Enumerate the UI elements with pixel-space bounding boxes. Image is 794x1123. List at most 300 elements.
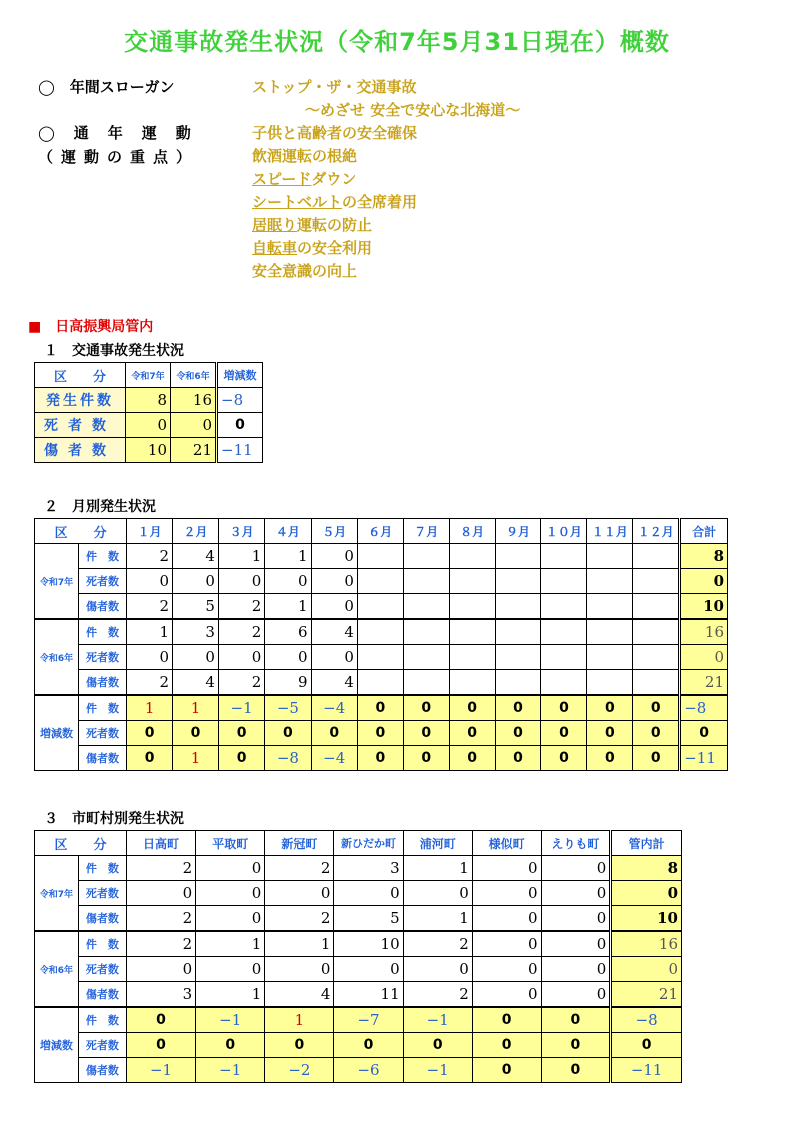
table-cell: 4	[173, 544, 219, 569]
table-cell: 5	[173, 594, 219, 620]
col-header: 管内計	[611, 831, 682, 856]
col-header: ９月	[495, 519, 541, 544]
table-cell	[633, 569, 680, 594]
table-row	[35, 438, 263, 463]
table-cell: 1	[265, 1007, 334, 1033]
campaign-point	[252, 168, 356, 189]
table-cell: 0	[311, 645, 357, 670]
campaign-point	[252, 214, 372, 235]
table-cell: 0	[541, 957, 611, 982]
col-header-category: 区 分	[35, 831, 127, 856]
table-cell: −7	[334, 1007, 403, 1033]
total-cell: 21	[611, 982, 682, 1008]
table-cell	[541, 569, 587, 594]
table-cell: 0	[541, 746, 587, 771]
table-cell: 0	[449, 746, 495, 771]
col-header: １２月	[633, 519, 680, 544]
row-label: 傷者数	[78, 746, 126, 771]
row-label: 傷者数	[35, 438, 126, 463]
total-cell: 8	[680, 544, 728, 569]
table-cell: 0	[541, 881, 611, 906]
table-cell: 0	[218, 645, 264, 670]
total-cell: −8	[611, 1007, 682, 1033]
table-cell	[357, 619, 403, 645]
campaign-label: ◯ 通 年 運 動	[38, 124, 193, 142]
table-cell: 0	[472, 1033, 541, 1058]
table-cell: 4	[311, 670, 357, 696]
table-row	[35, 388, 263, 413]
table-cell: 1	[173, 746, 219, 771]
table-cell: −1	[403, 1058, 472, 1083]
total-cell: 0	[680, 569, 728, 594]
table-cell	[541, 645, 587, 670]
row-label: 傷者数	[78, 982, 126, 1008]
cell-diff: 0	[217, 413, 263, 438]
table-cell: 0	[403, 746, 449, 771]
section3-title: ３ 市町村別発生状況	[44, 811, 184, 827]
table-cell: 0	[311, 569, 357, 594]
total-cell: −11	[680, 746, 728, 771]
table-cell	[587, 670, 633, 696]
table-cell: 0	[196, 881, 265, 906]
total-cell: 10	[680, 594, 728, 620]
cell-diff: −8	[217, 388, 263, 413]
total-cell: 21	[680, 670, 728, 696]
table-row	[35, 856, 682, 881]
table-cell	[495, 544, 541, 569]
table-cell: −1	[126, 1058, 195, 1083]
col-header: 新冠町	[265, 831, 334, 856]
table-row	[35, 619, 728, 645]
campaign-point-text: 運転の防止	[297, 216, 373, 234]
campaign-point-text: 飲酒運転の根絶	[252, 147, 358, 165]
table-cell: 3	[126, 982, 195, 1008]
cell-r7: 10	[126, 438, 171, 463]
col-header: 浦河町	[403, 831, 472, 856]
table-cell: 4	[173, 670, 219, 696]
table-cell: 0	[541, 982, 611, 1008]
col-header: 合計	[680, 519, 728, 544]
row-label: 死者数	[78, 645, 126, 670]
table-cell: 1	[403, 856, 472, 881]
table-row	[35, 746, 728, 771]
col-header: 日高町	[126, 831, 195, 856]
table-cell: 0	[127, 645, 173, 670]
table-cell: −6	[334, 1058, 403, 1083]
table-cell: 0	[541, 931, 611, 957]
table-cell: 2	[126, 856, 195, 881]
cell-r7: 8	[126, 388, 171, 413]
table-cell: 0	[311, 544, 357, 569]
table-cell: 0	[541, 695, 587, 721]
table-cell	[357, 645, 403, 670]
row-label: 傷者数	[78, 906, 126, 932]
col-header-r7: 令和7年	[126, 363, 171, 388]
table-cell: 0	[587, 746, 633, 771]
table-cell	[495, 619, 541, 645]
table-cell: 0	[633, 721, 680, 746]
page-title: 交通事故発生状況（令和7年5月31日現在）概数	[124, 28, 670, 56]
table-cell	[633, 670, 680, 696]
table-cell: 1	[218, 544, 264, 569]
col-header: １月	[127, 519, 173, 544]
table-cell: 0	[472, 856, 541, 881]
table-cell: 0	[334, 1033, 403, 1058]
group-label: 令和6年	[35, 931, 79, 1007]
col-header: ２月	[173, 519, 219, 544]
table-cell: 2	[218, 670, 264, 696]
municipality-table	[34, 830, 682, 1083]
table-cell: 1	[265, 594, 311, 620]
slogan-line1: ストップ・ザ・交通事故	[252, 78, 417, 96]
table-row	[35, 569, 728, 594]
table-row	[35, 695, 728, 721]
row-label: 死者数	[78, 721, 126, 746]
table-cell: 0	[403, 1033, 472, 1058]
table-cell: 0	[449, 721, 495, 746]
total-cell: 16	[680, 619, 728, 645]
table-cell: 0	[311, 594, 357, 620]
total-cell: 8	[611, 856, 682, 881]
table-cell: 3	[173, 619, 219, 645]
table-cell	[357, 594, 403, 620]
table-cell	[587, 544, 633, 569]
row-label: 死者数	[78, 569, 126, 594]
total-cell: 10	[611, 906, 682, 932]
table-cell: 0	[173, 645, 219, 670]
table-row	[35, 413, 263, 438]
campaign-point-text: の安全利用	[297, 239, 373, 257]
table-cell	[403, 569, 449, 594]
table-cell	[403, 645, 449, 670]
table-cell	[449, 594, 495, 620]
row-label: 傷者数	[78, 670, 126, 696]
table-cell: 0	[403, 881, 472, 906]
monthly-table	[34, 518, 728, 771]
table-cell: 0	[541, 906, 611, 932]
col-header: ３月	[218, 519, 264, 544]
campaign-point-text: ダウン	[311, 170, 357, 188]
campaign-point-underlined: スピード	[252, 170, 312, 188]
col-header: 様似町	[472, 831, 541, 856]
campaign-point	[252, 122, 417, 143]
col-header: １０月	[541, 519, 587, 544]
table-cell: 0	[472, 881, 541, 906]
table-cell	[449, 619, 495, 645]
col-header-category: 区 分	[35, 363, 126, 388]
table-cell: 5	[334, 906, 403, 932]
row-label: 死者数	[78, 881, 126, 906]
table-cell: 0	[587, 721, 633, 746]
table-cell: 0	[357, 695, 403, 721]
campaign-point-underlined: 居眠り	[252, 216, 298, 234]
table-cell	[357, 569, 403, 594]
col-header: ７月	[403, 519, 449, 544]
table-row	[35, 957, 682, 982]
table-cell: 2	[265, 856, 334, 881]
table-cell: 1	[196, 931, 265, 957]
table-cell	[587, 594, 633, 620]
table-cell: 0	[265, 569, 311, 594]
table-cell	[449, 544, 495, 569]
table-cell: 4	[265, 982, 334, 1008]
table-cell: 2	[403, 982, 472, 1008]
table-cell: −8	[265, 746, 311, 771]
table-cell: 0	[403, 721, 449, 746]
table-row	[35, 721, 728, 746]
table-cell: 0	[126, 881, 195, 906]
table-row	[35, 881, 682, 906]
table-cell: 0	[541, 1033, 611, 1058]
table-cell	[449, 670, 495, 696]
row-label: 発生件数	[35, 388, 126, 413]
table-cell	[541, 544, 587, 569]
table-cell	[633, 645, 680, 670]
table-cell: 0	[357, 746, 403, 771]
section1-title: １ 交通事故発生状況	[44, 343, 184, 359]
table-cell: 0	[472, 1058, 541, 1083]
section2-title: ２ 月別発生状況	[44, 499, 156, 515]
table-cell: 1	[403, 906, 472, 932]
col-header-category: 区 分	[35, 519, 127, 544]
table-cell: 0	[218, 746, 264, 771]
table-cell: 6	[265, 619, 311, 645]
table-cell: 0	[472, 1007, 541, 1033]
region-title: ■ 日高振興局管内	[28, 319, 154, 335]
table-cell: 0	[541, 1058, 611, 1083]
table-cell	[633, 594, 680, 620]
table-cell: 10	[334, 931, 403, 957]
table-cell: 0	[495, 746, 541, 771]
table-cell	[495, 594, 541, 620]
col-header: えりも町	[541, 831, 611, 856]
table-cell: 0	[495, 695, 541, 721]
table-cell: 2	[218, 594, 264, 620]
table-cell: 0	[449, 695, 495, 721]
row-label: 件 数	[78, 544, 126, 569]
table-cell	[495, 569, 541, 594]
cell-r6: 21	[171, 438, 217, 463]
table-cell: 4	[311, 619, 357, 645]
table-cell: 0	[218, 721, 264, 746]
cell-diff: −11	[217, 438, 263, 463]
table-cell: 0	[472, 957, 541, 982]
cell-r7: 0	[126, 413, 171, 438]
campaign-point	[252, 191, 417, 212]
total-cell: 16	[611, 931, 682, 957]
table-cell: 0	[334, 957, 403, 982]
table-cell: −1	[196, 1007, 265, 1033]
table-cell: 0	[472, 906, 541, 932]
table-cell: −1	[403, 1007, 472, 1033]
table-cell: 0	[265, 957, 334, 982]
table-cell	[495, 645, 541, 670]
table-cell: 0	[173, 569, 219, 594]
table-cell: 0	[495, 721, 541, 746]
table-cell	[449, 645, 495, 670]
table-cell: 0	[633, 695, 680, 721]
group-label: 増減数	[35, 1007, 79, 1083]
table-cell: 11	[334, 982, 403, 1008]
total-cell: 0	[611, 881, 682, 906]
table-cell: 0	[334, 881, 403, 906]
table-cell: 2	[126, 931, 195, 957]
row-label: 件 数	[78, 931, 126, 957]
table-cell	[357, 670, 403, 696]
table-cell: 0	[403, 957, 472, 982]
table-cell: 0	[265, 881, 334, 906]
table-cell	[449, 569, 495, 594]
table-cell	[403, 670, 449, 696]
table-cell	[541, 619, 587, 645]
table-row	[35, 982, 682, 1008]
table-cell	[633, 619, 680, 645]
col-header: ６月	[357, 519, 403, 544]
col-header: ５月	[311, 519, 357, 544]
table-cell: 2	[403, 931, 472, 957]
table-cell: 0	[196, 856, 265, 881]
table-cell: 0	[265, 1033, 334, 1058]
campaign-point	[252, 145, 357, 166]
col-header: １１月	[587, 519, 633, 544]
campaign-point-underlined: シートベルト	[252, 193, 343, 211]
cell-r6: 0	[171, 413, 217, 438]
col-header-diff: 増減数	[217, 363, 263, 388]
table-cell: 0	[587, 695, 633, 721]
table-cell: 2	[265, 906, 334, 932]
table-cell: 0	[472, 931, 541, 957]
table-row	[35, 1007, 682, 1033]
row-label: 傷者数	[78, 1058, 126, 1083]
table-row	[35, 1058, 682, 1083]
table-cell	[495, 670, 541, 696]
table-row	[35, 670, 728, 696]
table-cell: 0	[126, 957, 195, 982]
campaign-point	[252, 260, 357, 281]
table-cell	[587, 619, 633, 645]
table-cell: 0	[127, 721, 173, 746]
total-cell: −8	[680, 695, 728, 721]
table-cell: 2	[127, 594, 173, 620]
col-header-r6: 令和6年	[171, 363, 217, 388]
table-cell: 2	[126, 906, 195, 932]
table-cell: 0	[311, 721, 357, 746]
row-label: 死者数	[78, 957, 126, 982]
col-header: 平取町	[196, 831, 265, 856]
table-cell	[587, 645, 633, 670]
table-cell	[403, 544, 449, 569]
table-cell: 0	[126, 1033, 195, 1058]
table-cell	[541, 594, 587, 620]
campaign-sublabel: （運動の重点）	[38, 148, 200, 166]
table-cell: 0	[127, 746, 173, 771]
table-row	[35, 931, 682, 957]
col-header: ８月	[449, 519, 495, 544]
table-cell: 0	[196, 957, 265, 982]
table-cell: 0	[633, 746, 680, 771]
row-label: 傷者数	[78, 594, 126, 620]
table-cell	[587, 569, 633, 594]
table-cell	[403, 619, 449, 645]
total-cell: 0	[680, 721, 728, 746]
row-label: 件 数	[78, 619, 126, 645]
table-cell: 0	[357, 721, 403, 746]
table-cell: 0	[472, 982, 541, 1008]
campaign-point-text: 安全意識の向上	[252, 262, 358, 280]
row-label: 件 数	[78, 695, 126, 721]
group-label: 令和7年	[35, 856, 79, 932]
table-cell: 0	[196, 906, 265, 932]
table-cell: 0	[218, 569, 264, 594]
table-cell: 0	[541, 721, 587, 746]
group-label: 増減数	[35, 695, 79, 771]
group-label: 令和7年	[35, 544, 79, 620]
table-cell: −5	[265, 695, 311, 721]
campaign-point-text: の全席着用	[342, 193, 418, 211]
slogan-label: ◯ 年間スローガン	[38, 78, 175, 96]
table-cell: 3	[334, 856, 403, 881]
table-cell: 0	[541, 1007, 611, 1033]
table-cell: 0	[265, 721, 311, 746]
table-cell: 0	[173, 721, 219, 746]
table-row	[35, 906, 682, 932]
row-label: 死者数	[35, 413, 126, 438]
table-cell: 0	[541, 856, 611, 881]
total-cell: −11	[611, 1058, 682, 1083]
table-cell: −2	[265, 1058, 334, 1083]
table-row	[35, 544, 728, 569]
table-row	[35, 645, 728, 670]
slogan-line2: ～めざせ 安全で安心な北海道～	[305, 101, 521, 119]
total-cell: 0	[611, 1033, 682, 1058]
table-cell: 1	[173, 695, 219, 721]
campaign-point	[252, 237, 372, 258]
table-cell: 9	[265, 670, 311, 696]
campaign-point-underlined: 自転車	[252, 239, 298, 257]
table-cell: −4	[311, 746, 357, 771]
table-cell	[541, 670, 587, 696]
cell-r6: 16	[171, 388, 217, 413]
group-label: 令和6年	[35, 619, 79, 695]
table-cell: 1	[265, 931, 334, 957]
campaign-point-text: 子供と高齢者の安全確保	[252, 124, 418, 142]
table-cell	[403, 594, 449, 620]
table-cell: 0	[265, 645, 311, 670]
table-row	[35, 594, 728, 620]
row-label: 件 数	[78, 856, 126, 881]
col-header: 新ひだか町	[334, 831, 403, 856]
table-cell: 1	[196, 982, 265, 1008]
table-cell: 1	[127, 695, 173, 721]
table-cell	[357, 544, 403, 569]
table-cell: 2	[127, 670, 173, 696]
row-label: 死者数	[78, 1033, 126, 1058]
table-cell: 0	[127, 569, 173, 594]
table-cell: −1	[196, 1058, 265, 1083]
accident-summary-table	[34, 362, 263, 463]
table-cell: −4	[311, 695, 357, 721]
table-cell: 0	[196, 1033, 265, 1058]
table-cell: 2	[218, 619, 264, 645]
table-row	[35, 1033, 682, 1058]
table-cell: −1	[218, 695, 264, 721]
table-cell: 0	[403, 695, 449, 721]
table-cell: 0	[126, 1007, 195, 1033]
total-cell: 0	[680, 645, 728, 670]
table-cell: 1	[127, 619, 173, 645]
table-cell	[633, 544, 680, 569]
table-cell: 2	[127, 544, 173, 569]
